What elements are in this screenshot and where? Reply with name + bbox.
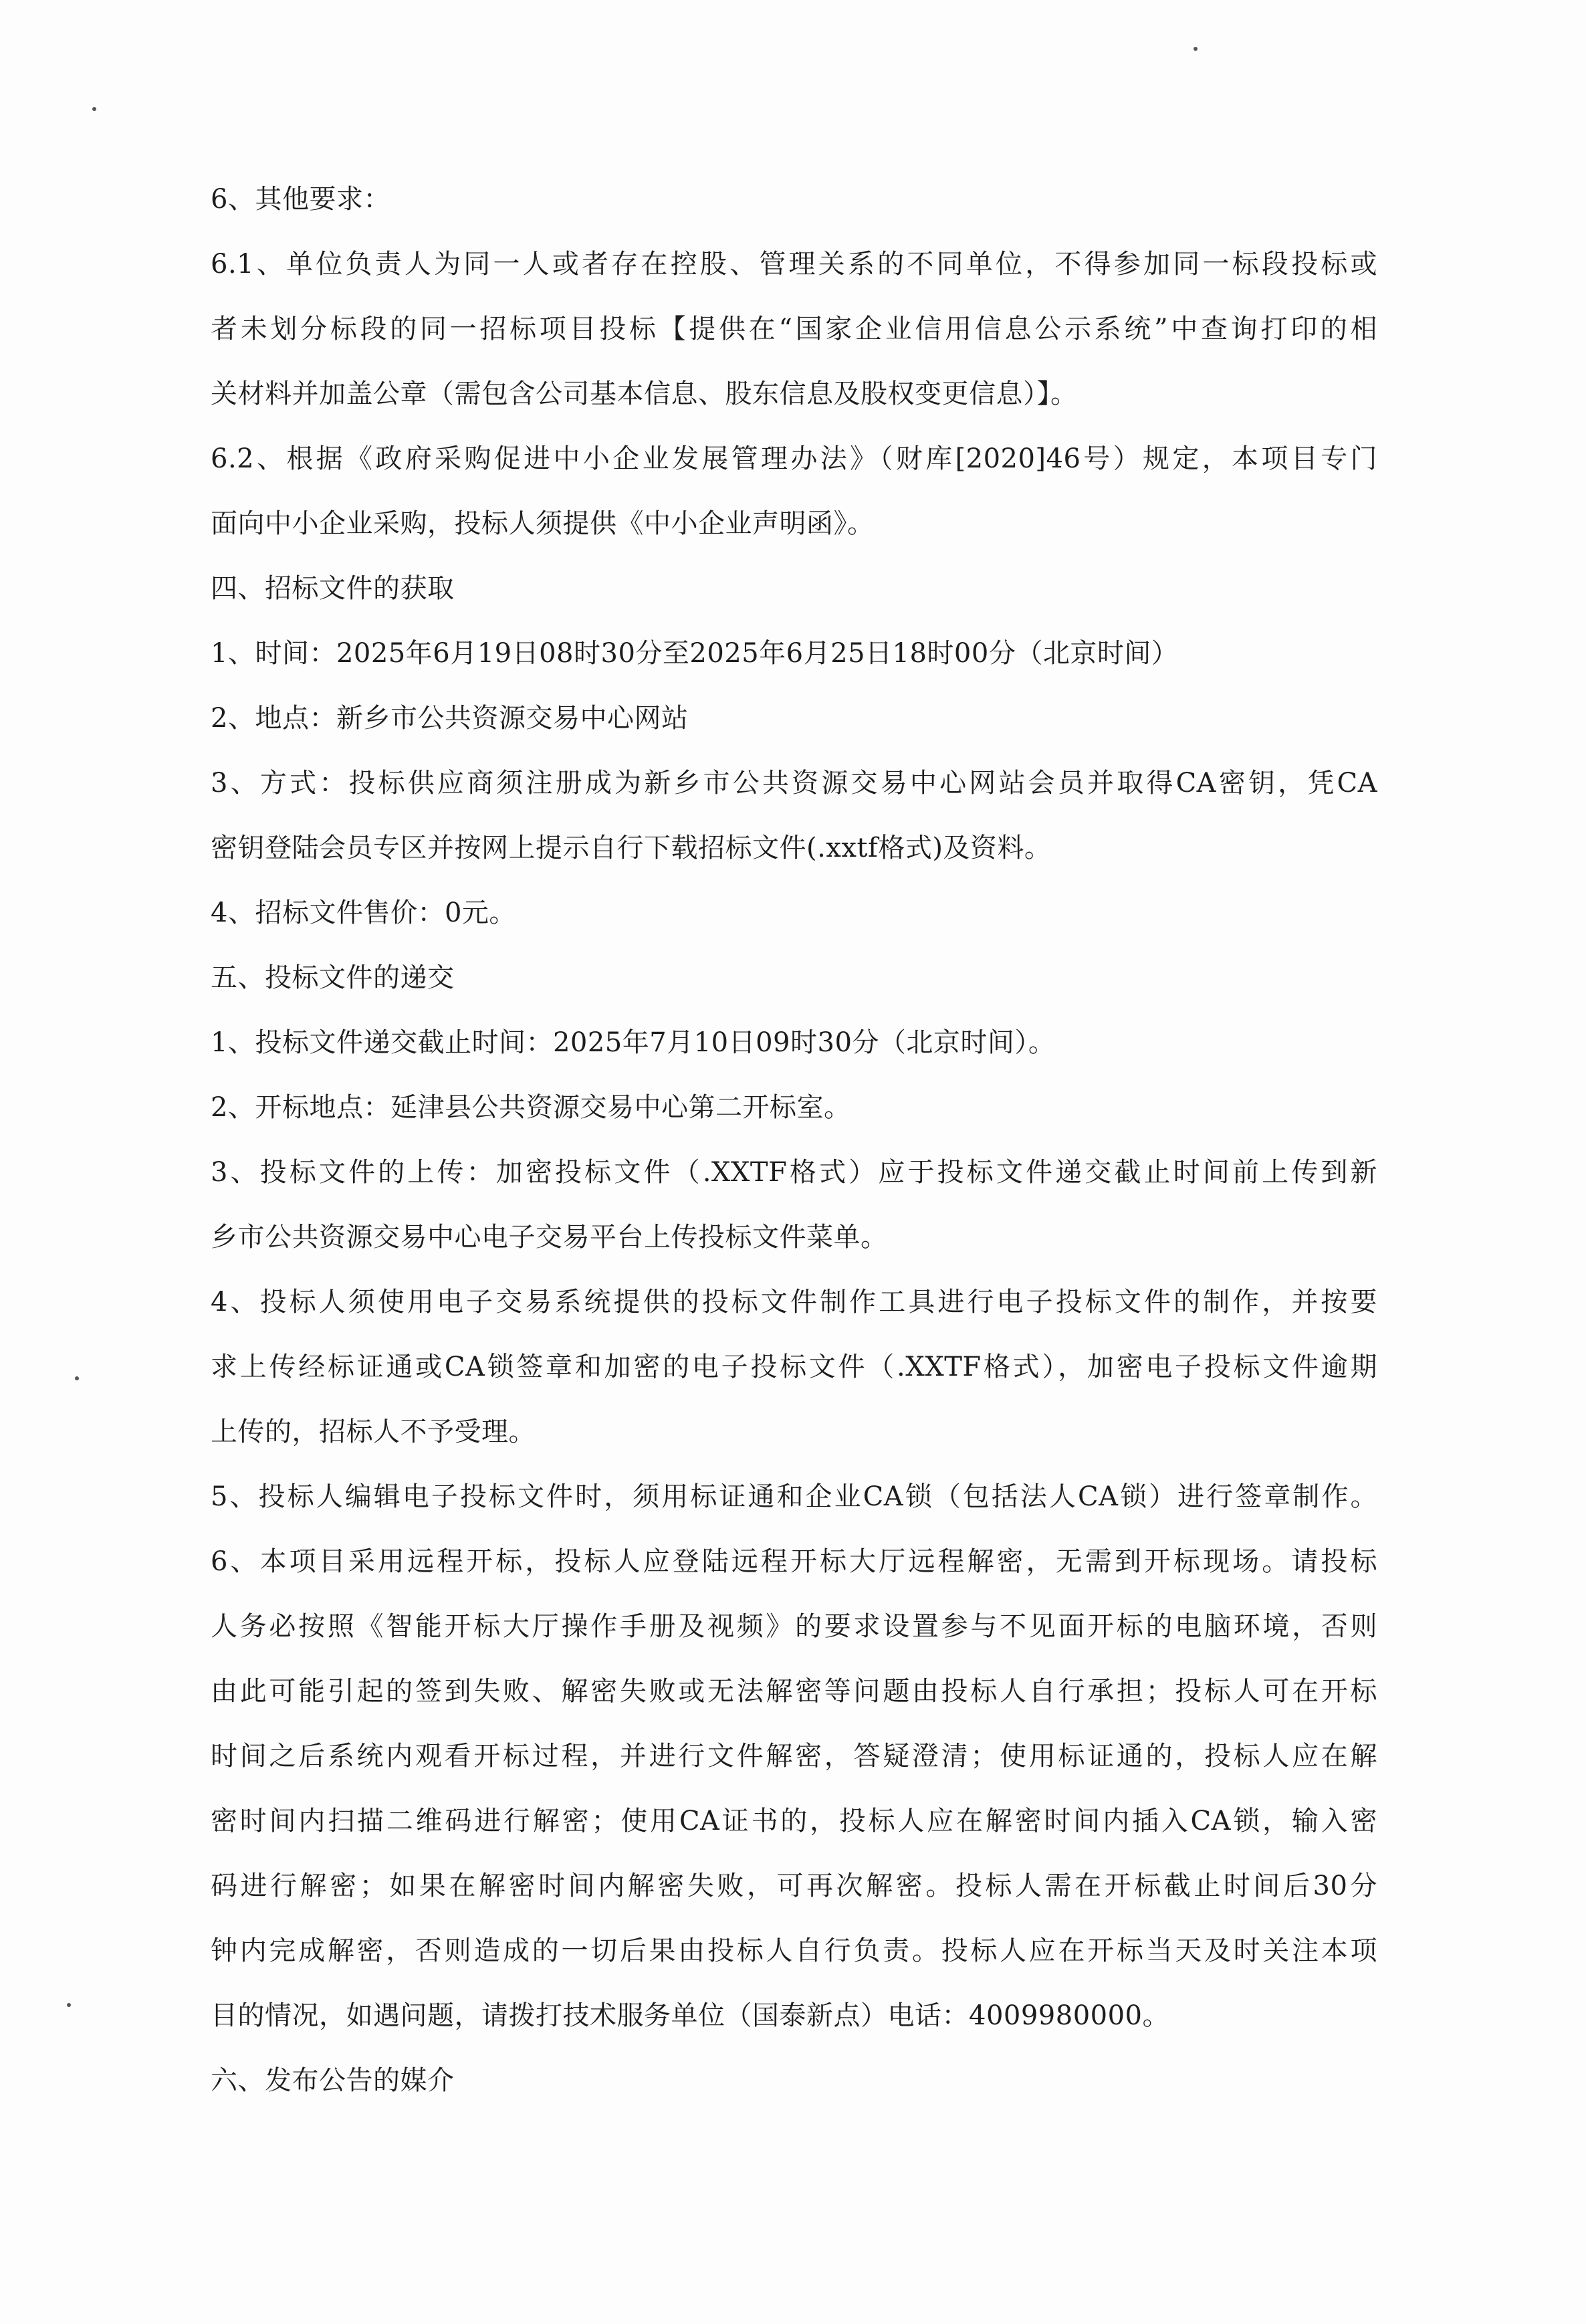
text-line: 1、投标文件递交截止时间：2025年7月10日09时30分（北京时间）。: [211, 1027, 1056, 1058]
text-line: 钟内完成解密，否则造成的一切后果由投标人自行负责。投标人应在开标当天及时关注本项: [211, 1935, 1377, 1966]
text-line: 求上传经标证通或CA锁签章和加密的电子投标文件（.XXTF格式），加密电子投标文件逾期: [211, 1352, 1377, 1382]
text-line: 2、地点：新乡市公共资源交易中心网站: [211, 703, 689, 734]
text-line: 5、投标人编辑电子投标文件时，须用标证通和企业CA锁（包括法人CA锁）进行签章制作。: [211, 1481, 1377, 1512]
text-line: 6、本项目采用远程开标，投标人应登陆远程开标大厅远程解密，无需到开标现场。请投标: [211, 1546, 1377, 1577]
text-line: 6、其他要求：: [211, 184, 390, 215]
text-line: 4、招标文件售价：0元。: [211, 897, 516, 928]
text-line: 密时间内扫描二维码进行解密；使用CA证书的，投标人应在解密时间内插入CA锁，输入密: [211, 1806, 1377, 1836]
text-line: 四、招标文件的获取: [211, 573, 455, 604]
text-line: 人务必按照《智能开标大厅操作手册及视频》的要求设置参与不见面开标的电脑环境，否则: [211, 1611, 1377, 1642]
text-line: 6.2、根据《政府采购促进中小企业发展管理办法》（财库[2020]46号）规定，本项目专门: [211, 443, 1377, 474]
text-line: 六、发布公告的媒介: [211, 2065, 455, 2096]
text-line: 乡市公共资源交易中心电子交易平台上传投标文件菜单。: [211, 1222, 888, 1253]
text-line: 面向中小企业采购，投标人须提供《中小企业声明函》。: [211, 508, 875, 539]
text-line: 密钥登陆会员专区并按网上提示自行下载招标文件(.xxtf格式)及资料。: [211, 833, 1052, 863]
text-line: 2、开标地点：延津县公共资源交易中心第二开标室。: [211, 1092, 851, 1123]
text-line: 3、方式：投标供应商须注册成为新乡市公共资源交易中心网站会员并取得CA密钥，凭CA: [211, 768, 1377, 799]
text-line: 6.1、单位负责人为同一人或者存在控股、管理关系的不同单位，不得参加同一标段投标或: [211, 249, 1377, 280]
text-line: 上传的，招标人不予受理。: [211, 1416, 536, 1447]
text-line: 者未划分标段的同一招标项目投标【提供在“国家企业信用信息公示系统”中查询打印的相: [211, 314, 1377, 344]
text-line: 时间之后系统内观看开标过程，并进行文件解密，答疑澄清；使用标证通的，投标人应在解: [211, 1741, 1377, 1772]
scan-speck: [75, 1376, 79, 1380]
text-line: 关材料并加盖公章（需包含公司基本信息、股东信息及股权变更信息）】。: [211, 379, 1078, 409]
text-line: 3、投标文件的上传：加密投标文件（.XXTF格式）应于投标文件递交截止时间前上传到新: [211, 1157, 1377, 1188]
text-line: 由此可能引起的签到失败、解密失败或无法解密等问题由投标人自行承担；投标人可在开标: [211, 1676, 1377, 1707]
text-line: 目的情况，如遇问题，请拨打技术服务单位（国泰新点）电话：4009980000。: [211, 2000, 1169, 2031]
text-line: 1、时间：2025年6月19日08时30分至2025年6月25日18时00分（北京时间）: [211, 638, 1179, 669]
scan-speck: [92, 107, 96, 111]
document-body: [211, 167, 1377, 2113]
scan-speck: [1194, 47, 1198, 51]
text-line: 五、投标文件的递交: [211, 962, 455, 993]
text-line: 4、投标人须使用电子交易系统提供的投标文件制作工具进行电子投标文件的制作，并按要: [211, 1287, 1377, 1317]
text-line: 码进行解密；如果在解密时间内解密失败，可再次解密。投标人需在开标截止时间后30分: [211, 1871, 1377, 1901]
scan-speck: [67, 2003, 71, 2007]
